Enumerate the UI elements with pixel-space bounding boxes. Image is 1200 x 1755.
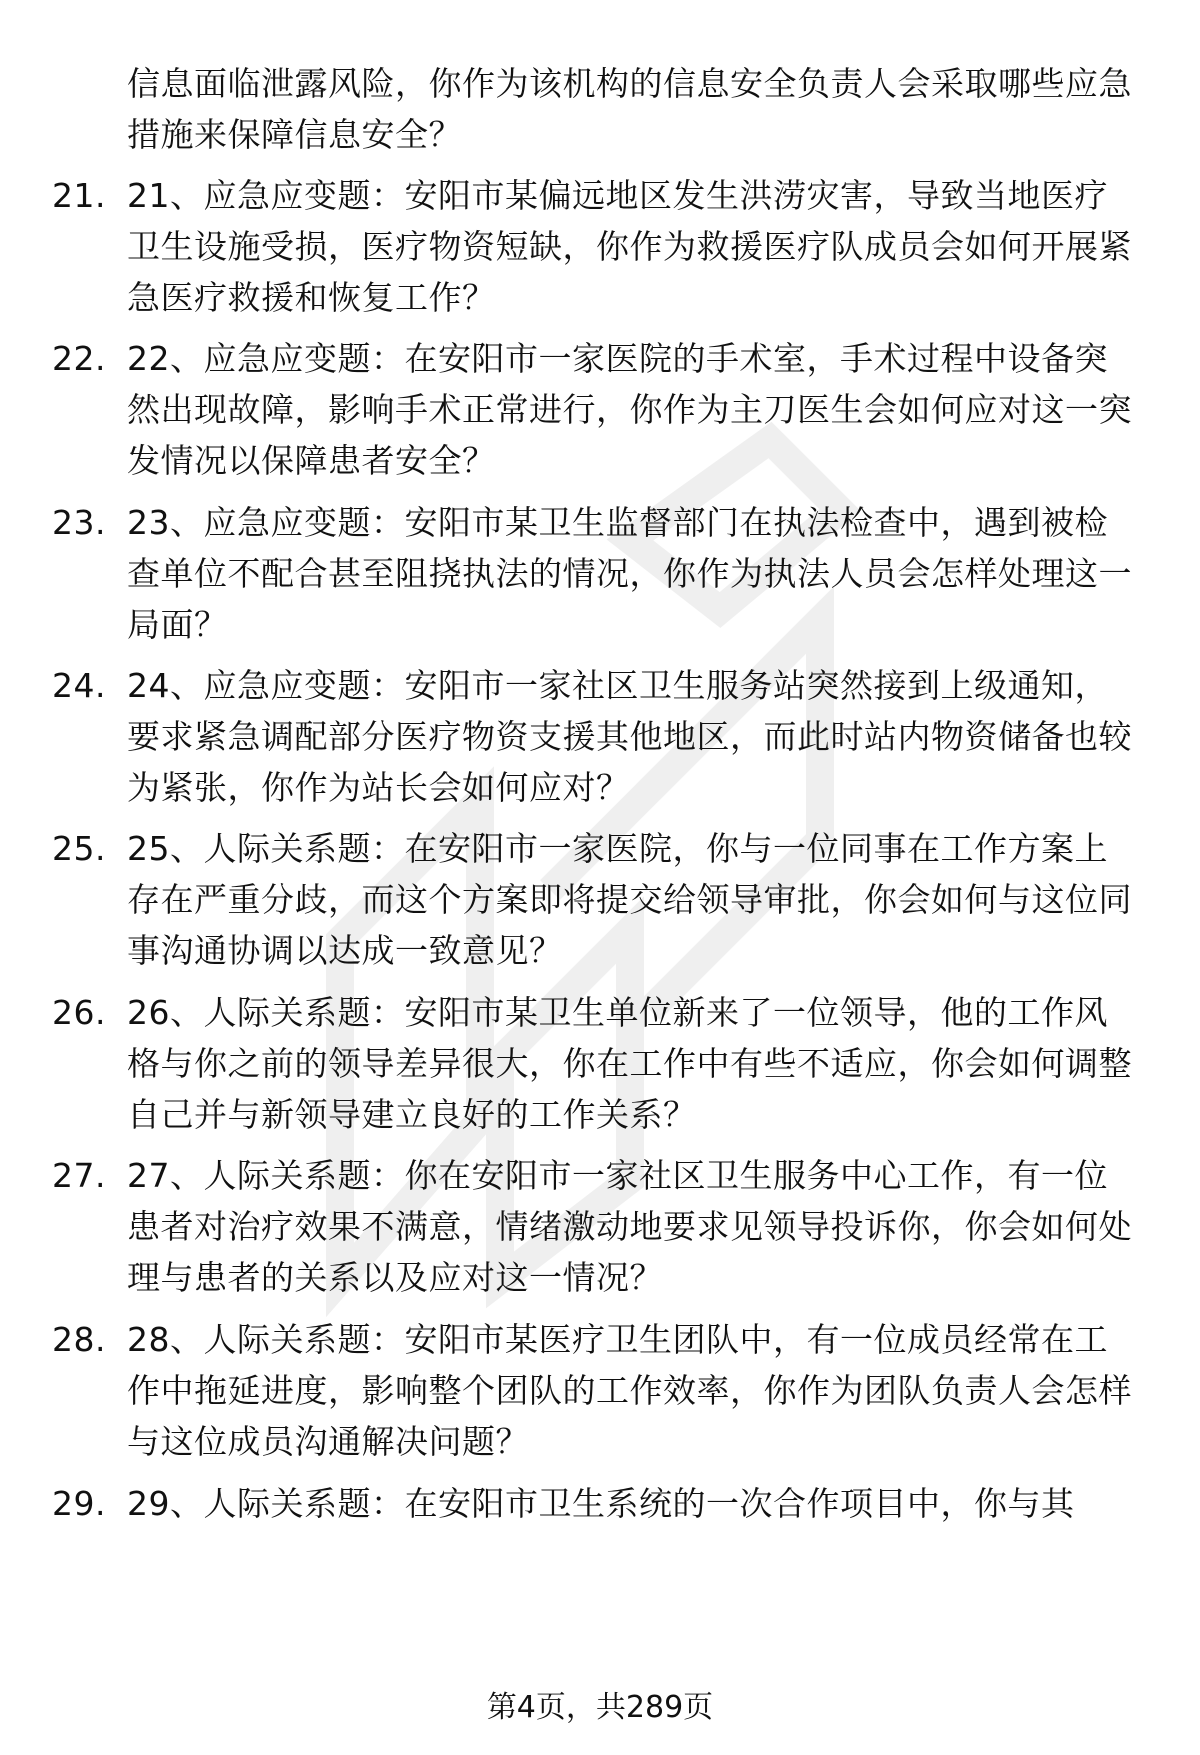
list-item-text: 23、应急应变题：安阳市某卫生监督部门在执法检查中，遇到被检查单位不配合甚至阻挠执法的情况，你作为执法人员会怎样处理这一局面？ <box>127 503 1132 644</box>
list-item-text: 28、人际关系题：安阳市某医疗卫生团队中，有一位成员经常在工作中拖延进度，影响整个团队的工作效率，你作为团队负责人会怎样与这位成员沟通解决问题？ <box>127 1320 1132 1461</box>
list-item-number: 24. <box>52 666 106 705</box>
list-item-text: 22、应急应变题：在安阳市一家医院的手术室，手术过程中设备突然出现故障，影响手术正常进行，你作为主刀医生会如何应对这一突发情况以保障患者安全？ <box>127 339 1132 480</box>
list-item-text: 27、人际关系题：你在安阳市一家社区卫生服务中心工作，有一位患者对治疗效果不满意，情绪激动地要求见领导投诉你，你会如何处理与患者的关系以及应对这一情况？ <box>127 1156 1132 1297</box>
continuation-paragraph: 信息面临泄露风险，你作为该机构的信息安全负责人会采取哪些应急措施来保障信息安全？ <box>127 64 1132 154</box>
page-footer: 第4页，共289页 <box>486 1690 714 1725</box>
list-item-number: 27. <box>52 1156 106 1195</box>
list-item-text: 21、应急应变题：安阳市某偏远地区发生洪涝灾害，导致当地医疗卫生设施受损，医疗物资短缺，你作为救援医疗队成员会如何开展紧急医疗救援和恢复工作？ <box>127 176 1132 317</box>
list-item-number: 23. <box>52 503 106 542</box>
list-item-text: 25、人际关系题：在安阳市一家医院，你与一位同事在工作方案上存在严重分歧，而这个方案即将提交给领导审批，你会如何与这位同事沟通协调以达成一致意见？ <box>127 829 1132 970</box>
list-item-text: 24、应急应变题：安阳市一家社区卫生服务站突然接到上级通知，要求紧急调配部分医疗物资支援其他地区，而此时站内物资储备也较为紧张，你作为站长会如何应对？ <box>127 666 1132 807</box>
list-item-number: 28. <box>52 1320 106 1359</box>
list-item-number: 29. <box>52 1484 106 1523</box>
list-item-text: 29、人际关系题：在安阳市卫生系统的一次合作项目中，你与其 <box>127 1484 1075 1523</box>
list-item-number: 26. <box>52 993 106 1032</box>
list-item-number: 22. <box>52 339 106 378</box>
list-item-number: 21. <box>52 176 106 215</box>
list-item-number: 25. <box>52 829 106 868</box>
list-item-text: 26、人际关系题：安阳市某卫生单位新来了一位领导，他的工作风格与你之前的领导差异很大，你在工作中有些不适应，你会如何调整自己并与新领导建立良好的工作关系？ <box>127 993 1132 1134</box>
